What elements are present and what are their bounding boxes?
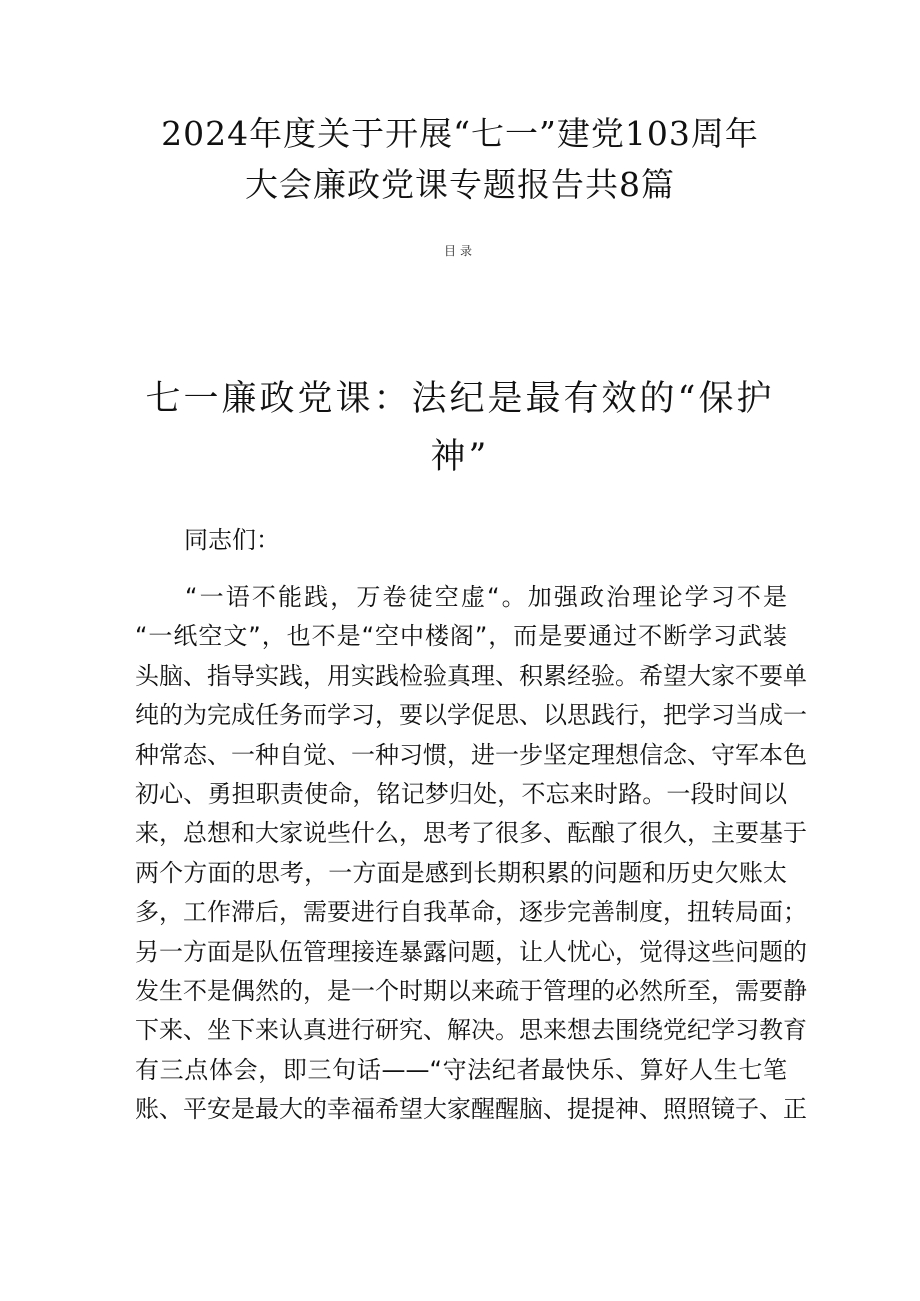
paragraph-line: 下来、坐下来认真进行研究、解决。思来想去围绕党纪学习教育: [135, 1016, 807, 1045]
document-title-line-1: 2024年度关于开展“七一”建党103周年: [161, 114, 759, 153]
paragraph-line: 另一方面是队伍管理接连暴露问题，让人忧心，觉得这些问题的: [135, 937, 807, 966]
paragraph-line: 发生不是偶然的，是一个时期以来疏于管理的必然所至，需要静: [135, 976, 807, 1005]
paragraph-line: 来，总想和大家说些什么，思考了很多、酝酿了很久，主要基于: [135, 819, 807, 848]
paragraph-line: 有三点体会，即三句话——“守法纪者最快乐、算好人生七笔: [135, 1055, 787, 1084]
paragraph-line: 两个方面的思考，一方面是感到长期积累的问题和历史欠账太: [135, 858, 787, 887]
table-of-contents-label: 目录: [443, 244, 476, 258]
paragraph-line: 账、平安是最大的幸福希望大家醒醒脑、提提神、照照镜子、正: [135, 1095, 807, 1124]
paragraph-line: 种常态、一种自觉、一种习惯，进一步坚定理想信念、守军本色: [135, 740, 807, 769]
document-title: [110, 108, 810, 210]
document-title-line-2: 大会廉政党课专题报告共8篇: [245, 165, 675, 204]
body-paragraph: [135, 578, 807, 1129]
paragraph-line: 头脑、指导实践，用实践检验真理、积累经验。希望大家不要单: [135, 661, 807, 690]
paragraph-line: 纯的为完成任务而学习，要以学促思、以思践行，把学习当成一: [135, 701, 807, 730]
section-title: [120, 370, 800, 486]
section-title-line-1: 七一廉政党课：法纪是最有效的“保护: [145, 379, 775, 419]
section-title-line-2: 神”: [430, 437, 490, 477]
paragraph-line: “一纸空文”，也不是“空中楼阁”，而是要通过不断学习武装: [135, 622, 787, 651]
paragraph-line: “一语不能践，万卷徒空虚“。加强政治理论学习不是: [185, 583, 787, 611]
salutation: 同志们：: [184, 526, 280, 554]
paragraph-line: 初心、勇担职责使命，铭记梦归处，不忘来时路。一段时间以: [135, 779, 787, 808]
paragraph-line: 多，工作滞后，需要进行自我革命，逐步完善制度，扭转局面；: [135, 898, 807, 927]
